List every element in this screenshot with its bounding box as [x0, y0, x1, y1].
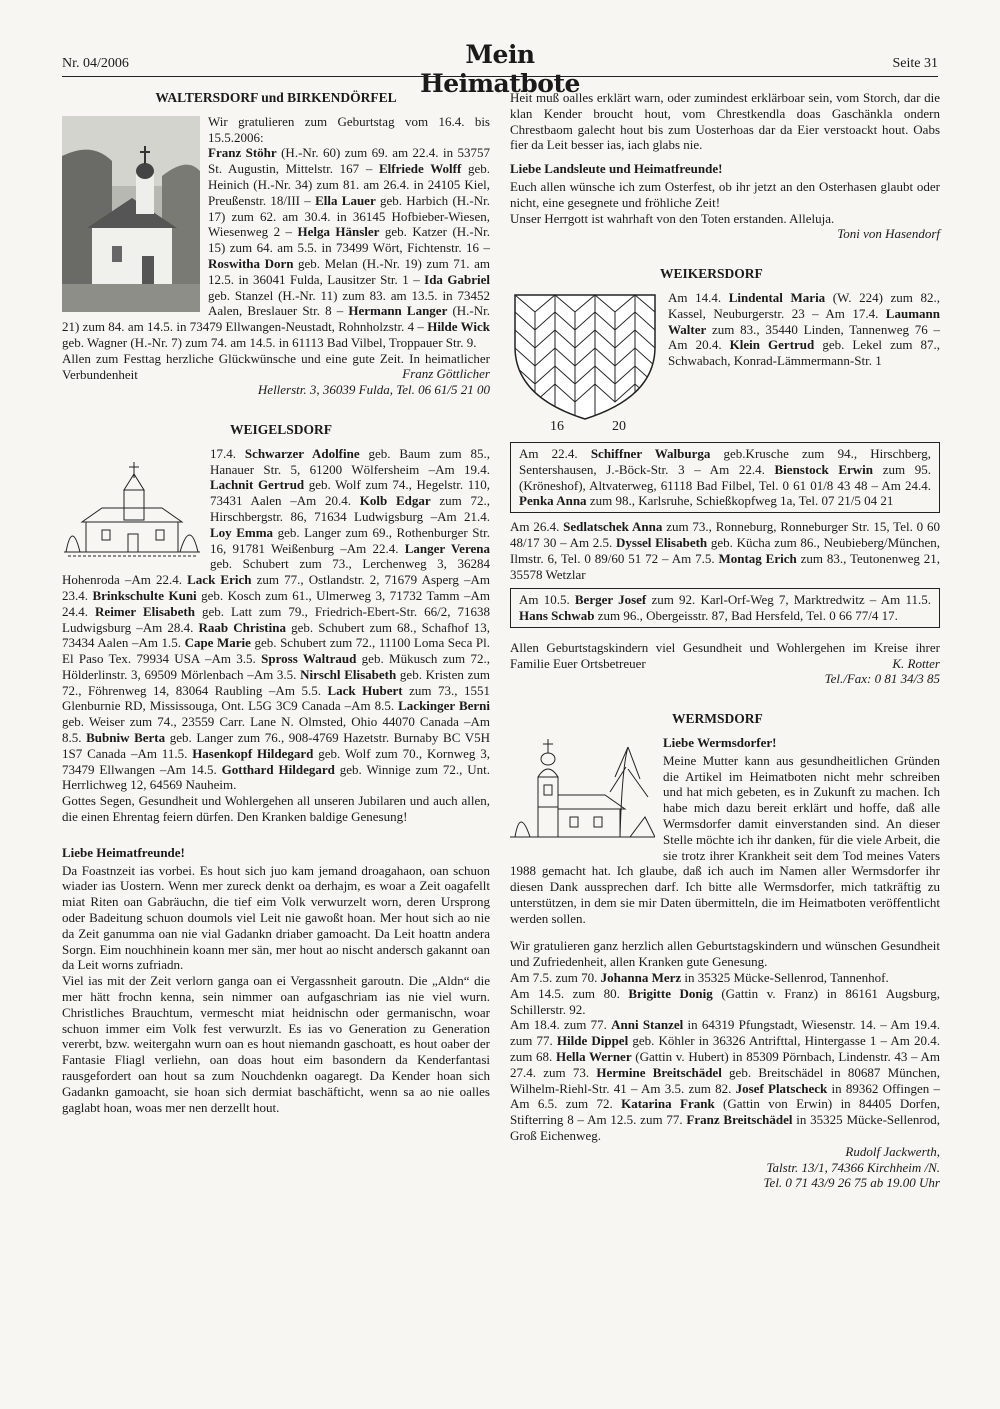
waltersdorf-title: WALTERSDORF und BIRKENDÖRFEL [155, 90, 397, 105]
landsleute-signature: Toni von Hasendorf [837, 226, 940, 242]
waltersdorf-address: Hellerstr. 3, 36039 Fulda, Tel. 06 61/5 21 00 [257, 382, 490, 398]
heimatfreunde-section [62, 845, 490, 1116]
wermsdorf-address: Talstr. 13/1, 74366 Kirchheim /N. [766, 1159, 940, 1175]
header-page: Seite 31 [892, 56, 938, 71]
wermsdorf-title: WERMSDORF [672, 711, 763, 727]
weikersdorf-closing: Allen Geburtstagskindern viel Gesundheit und Wohlergehen im Kreise ihrer Familie Euer Ortsbetreuer [510, 639, 940, 671]
header-rule [62, 76, 938, 77]
heimatfreunde-title: Liebe Heimatfreunde! [62, 844, 185, 860]
weikersdorf-crest [510, 292, 660, 440]
landsleute-section [510, 161, 940, 242]
wermsdorf-tel: Tel. 0 71 43/9 26 75 ab 19.00 Uhr [763, 1175, 940, 1191]
wermsdorf-entry-3: Am 18.4. zum 77. Anni Stanzel in 64319 Pfungstadt, Wiesenstr. 14. – Am 19.4. zum 77. Hilde Dippel geb. Köhler in 36326 Antrifttal, Hintergasse 1 – Am 20.4. zum 68. Hella Werner (Gattin v. Hubert) in 85309 Pörnbach, Lindenstr. 43 – Am 27.4. zum 73. Hermine Breitschädel geb. Breitschädel in 80687 München, Wilhelm-Riehl-Str. 41 – Am 3.5. zum 82. Josef Platscheck in 89362 Offingen – Am 6.5. zum 72. Katarina Frank (Gattin von Erwin) in 84405 Dorfen, Stifterring 8 – Am 12.5. zum 77. Franz Breitschädel in 35325 Mücke-Sellenrod, Groß Eichenweg. [510, 1017, 941, 1144]
wermsdorf-p1: Meine Mutter kann aus gesundheitlichen Gründen die Artikel im Heimatboten nicht mehr schreiben und hat mich gebeten, es in Zukunft zu machen. Ich habe mich dazu bereit erklärt und hoffe, daß alle Wermsdorfer damit einverstanden sind. An dieser Stelle möchte ich ihr danken, für die viele Arbeit, die sie trotz ihrer Krankheit seit dem Tod meines Vaters 1988 gemacht hat. Ich glaube, daß ich auch im Namen aller Wermsdorfer ihr diesen Dank aussprechen darf. Ich bitte alle Wermsdorfer, mich tatkräftig zu unterstützen, in dem sie mir Daten übermitteln, die im Heimatboten veröffentlicht werden sollen. [510, 752, 940, 926]
wermsdorf-greeting: Liebe Wermsdorfer! [663, 734, 777, 750]
weikersdorf-tel: Tel./Fax: 0 81 34/3 85 [824, 671, 940, 687]
weigelsdorf-closing: Gottes Segen, Gesundheit und Wohlergehen all unseren Jubilaren und auch allen, die einen Ehrentag feiern dürfen. Den Kranken baldige Genesung! [62, 793, 490, 825]
header-issue: Nr. 04/2006 [62, 56, 129, 71]
church-sketch [62, 460, 202, 560]
left-column [62, 90, 490, 1115]
waltersdorf-section [62, 90, 490, 398]
weikersdorf-box-2: Am 10.5. Berger Josef zum 92. Karl-Orf-Weg 7, Marktredwitz – Am 11.5. Hans Schwab zum 96., Obergeisstr. 87, Bad Hersfeld, Tel. 0 66 77/4 17. [510, 588, 940, 628]
landsleute-text2: Unser Herrgott ist wahrhaft von den Toten erstanden. Alleluja. [510, 210, 835, 226]
weikersdorf-list-1: Am 14.4. Lindental Maria (W. 224) zum 82., Kassel, Neuburgerstr. 23 – Am 17.4. Laumann Walter zum 83., 35440 Linden, Tannenweg 76 – Am 20.4. Klein Gertrud geb. Lekel zum 87., Schwabach, Konrad-Lämmermann-Str. 1 [668, 289, 941, 369]
wermsdorf-church-sketch [510, 737, 655, 847]
heimatfreunde-p1: Da Foastnzeit ias vorbei. Es hout sich juo kam jemand droagahaon, oan schuon wiader ias Uostern. Wenn mer zureck denkt oa derhajm, es woar a Zeit oagafellt miat Riten oan Gabräuchn, die tief eim Volk verwurzelt worn, deren Ursprong oder Badeitung schuon doumols viel Leit nie gawoßt hoan. Mer hout sich ao nie da Zeit ganumma oan nie vial Gadankn driaber gamoacht. Da Leit hoattn andera Sorgn. Eim nouchhinein koann mer sän, mer hout ao nischt andersch gakannt oan da Leit worns zufriadn. [62, 862, 490, 973]
wermsdorf-entry-1: Am 7.5. zum 70. Johanna Merz in 35325 Mücke-Sellenrod, Tannenhof. [510, 970, 889, 986]
chapel-photo [62, 116, 200, 312]
wermsdorf-p2: Wir gratulieren ganz herzlich allen Geburtstagskindern und wünschen Gesundheit und Zufriedenheit, allen Kranken gute Genesung. [510, 938, 940, 970]
heimatfreunde-p2: Viel ias mit der Zeit verlorn ganga oan ei Vergassnheit garoutn. Die „Aldn“ die mer hätt frochn kenna, sein nimmer oan aufgaschriam ias nie viel wurn. Christliches Brauchtum, vermescht miat heidnischn oder germanischn, woar schuon immer eim Volk fest verwurzlt. Es ias vo Generation zu Generation vererbt, bzw. weitergahn wurn oan es hout niemandn gaschoatt, es hout oaber der Fantasie Fliagl verliehn, oan doas hout eim basondern da Kenderfantasi rausgefordert oan hout sa zum Nouchdenkn oagaregt. Da Kender hoan sich Gadankn gamoacht, sie hoan sich dermiat baschäfticht, wenn sa ao nie oalles gaglabt hoan, woas mer nen derzellt hout. [62, 973, 490, 1115]
waltersdorf-closing: Allen zum Festtag herzliche Glückwünsche und eine gute Zeit. In heimatlicher Verbundenheit [62, 350, 490, 382]
weigelsdorf-list: 17.4. Schwarzer Adolfine geb. Baum zum 85., Hanauer Str. 5, 61200 Wölfersheim –Am 19.4. Lachnit Gertrud geb. Wolf zum 74., Hegelstr. 110, 73431 Aalen –Am 20.4. Kolb Edgar zum 72., Hirschbergstr. 86, 71634 Ludwigsburg –Am 21.4. Loy Emma geb. Langer zum 69., Rothenburger Str. 16, 91781 Weißenburg –Am 22.4. Langer Verena geb. Schubert zum 73., Lerchenweg 3, 36284 Hohenroda –Am 22.4. Lack Erich zum 77., Ostlandstr. 2, 71679 Asperg –Am 23.4. Brinkschulte Kuni geb. Kosch zum 61., Ulmerweg 3, 71732 Tamm –Am 24.4. Reimer Elisabeth geb. Latt zum 79., Friedrich-Ebert-Str. 66/2, 71638 Ludwigsburg –Am 28.4. Raab Christina geb. Schubert zum 68., Schafhof 13, 73434 Aalen –Am 1.5. Cape Marie geb. Schubert zum 72., 11100 Loma Seca Pl. El Paso Tex. 79934 USA –Am 3.5. Spross Waltraud geb. Mükusch zum 72., Hölderlinstr. 3, 69509 Mörlenbach –Am 3.5. Nirschl Elisabeth geb. Kristen zum 72., Föhrenweg 14, 83064 Raubling –Am 5.5. Lack Hubert zum 73., 1551 Glenburnie RD, Mississouga, Ont. L5G 3C9 Canada –Am 8.5. Lackinger Berni geb. Weiser zum 74., 23559 Carr. Lane N. Olmsted, Ohio 44070 Canada –Am 8.5. Bubniw Berta geb. Langer zum 76., 908-4769 Hazetstr. Burnaby BC V5H 1S7 Canada –Am 11.5. Hasenkopf Hildegard geb. Wolf zum 70., Kornweg 3, 73479 Ellwangen –Am 14.5. Gotthard Hildegard geb. Winnige zum 72., Unt. Herrlichweg 12, 64569 Nauheim. [62, 445, 491, 793]
weigelsdorf-section [62, 422, 490, 825]
landsleute-title: Liebe Landsleute und Heimatfreunde! [510, 161, 723, 177]
wermsdorf-entry-2: Am 14.5. zum 80. Brigitte Donig (Gattin v. Franz) in 86161 Augsburg, Schillerstr. 92. [510, 985, 940, 1017]
weikersdorf-section [510, 266, 940, 687]
heimatfreunde-p3: Heit muß oalles erklärt warn, oder zumindest erklärboar sein, vom Storch, dar die klan Kender broucht hout, vom Chrestkendla doas Gaschänkla ondern Chrestbaom galecht hout bis zum Uosterhoas dar da Eier verstoackt hout. Oabs fier da Leit besser ias, iach glabs nie. [510, 90, 940, 153]
weikersdorf-list-2: Am 26.4. Sedlatschek Anna zum 73., Ronneburg, Ronneburger Str. 15, Tel. 0 60 48/17 30 – Am 2.5. Dyssel Elisabeth geb. Kücha zum 86., Neubieberg/München, Ilmstr. 6, Tel. 0 89/60 51 72 – Am 7.5. Montag Erich zum 83., Teutonenweg 21, 35578 Wetzlar [510, 519, 940, 582]
waltersdorf-list: Franz Stöhr (H.-Nr. 60) zum 69. am 22.4. in 53757 St. Augustin, Mittelstr. 167 – Elfriede Wolff geb. Heinich (H.-Nr. 34) zum 81. am 26.4. in 24105 Kiel, Preußenstr. 18/III – Ella Lauer geb. Harbich (H.-Nr. 17) zum 62. am 30.4. in 36145 Hofbieber-Wiesen, Wiesenweg 2 – Helga Hänsler geb. Katzer (H.-Nr. 15) zum 64. am 5.5. in 73499 Wört, Fichtenstr. 16 – Roswitha Dorn geb. Melan (H.-Nr. 19) zum 71. am 12.5. in 36041 Fulda, Lausitzer Str. 1 – Ida Gabriel geb. Stanzel (H.-Nr. 11) zum 83. am 13.5. in 73452 Aalen, Breslauer Str. 8 – Hermann Langer (H.-Nr. 21) zum 84. am 14.5. in 73479 Ellwangen-Neustadt, Rohnholzstr. 4 – Hilde Wick geb. Wagner (H.-Nr. 7) zum 74. am 14.5. in 61113 Bad Vilbel, Troppauer Str. 9. [62, 145, 491, 350]
landsleute-text: Euch allen wünsche ich zum Osterfest, ob ihr jetzt an den Osterhasen glaubt oder nicht, eine gesegnete und fröhliche Zeit! [510, 178, 940, 210]
crest-year-right: 20 [612, 418, 626, 434]
weikersdorf-box-1: Am 22.4. Schiffner Walburga geb.Krusche zum 94., Hirschberg, Sentershausen, J.-Böck-Str. 3 – Am 22.4. Bienstock Erwin zum 95. (Kröneshof), Altvaterweg, 61118 Bad Filbel, Tel. 0 61 01/8 43 48 – Am 24.4. Penka Anna zum 98., Karlsruhe, Schießkopfweg 1a, Tel. 07 21/5 04 21 [510, 442, 940, 513]
weikersdorf-title: WEIKERSDORF [660, 266, 763, 282]
weikersdorf-signature: K. Rotter [892, 655, 940, 671]
wermsdorf-signature: Rudolf Jackwerth, [845, 1143, 940, 1159]
wermsdorf-section [510, 711, 940, 1191]
crest-year-left: 16 [550, 418, 564, 434]
waltersdorf-signature: Franz Göttlicher [402, 366, 490, 382]
right-column [510, 90, 940, 1191]
weigelsdorf-title: WEIGELSDORF [229, 421, 333, 437]
masthead-title: Mein Heimatbote [420, 40, 580, 98]
waltersdorf-intro: Wir gratulieren zum Geburtstag vom 16.4. bis 15.5.2006: [208, 113, 490, 145]
